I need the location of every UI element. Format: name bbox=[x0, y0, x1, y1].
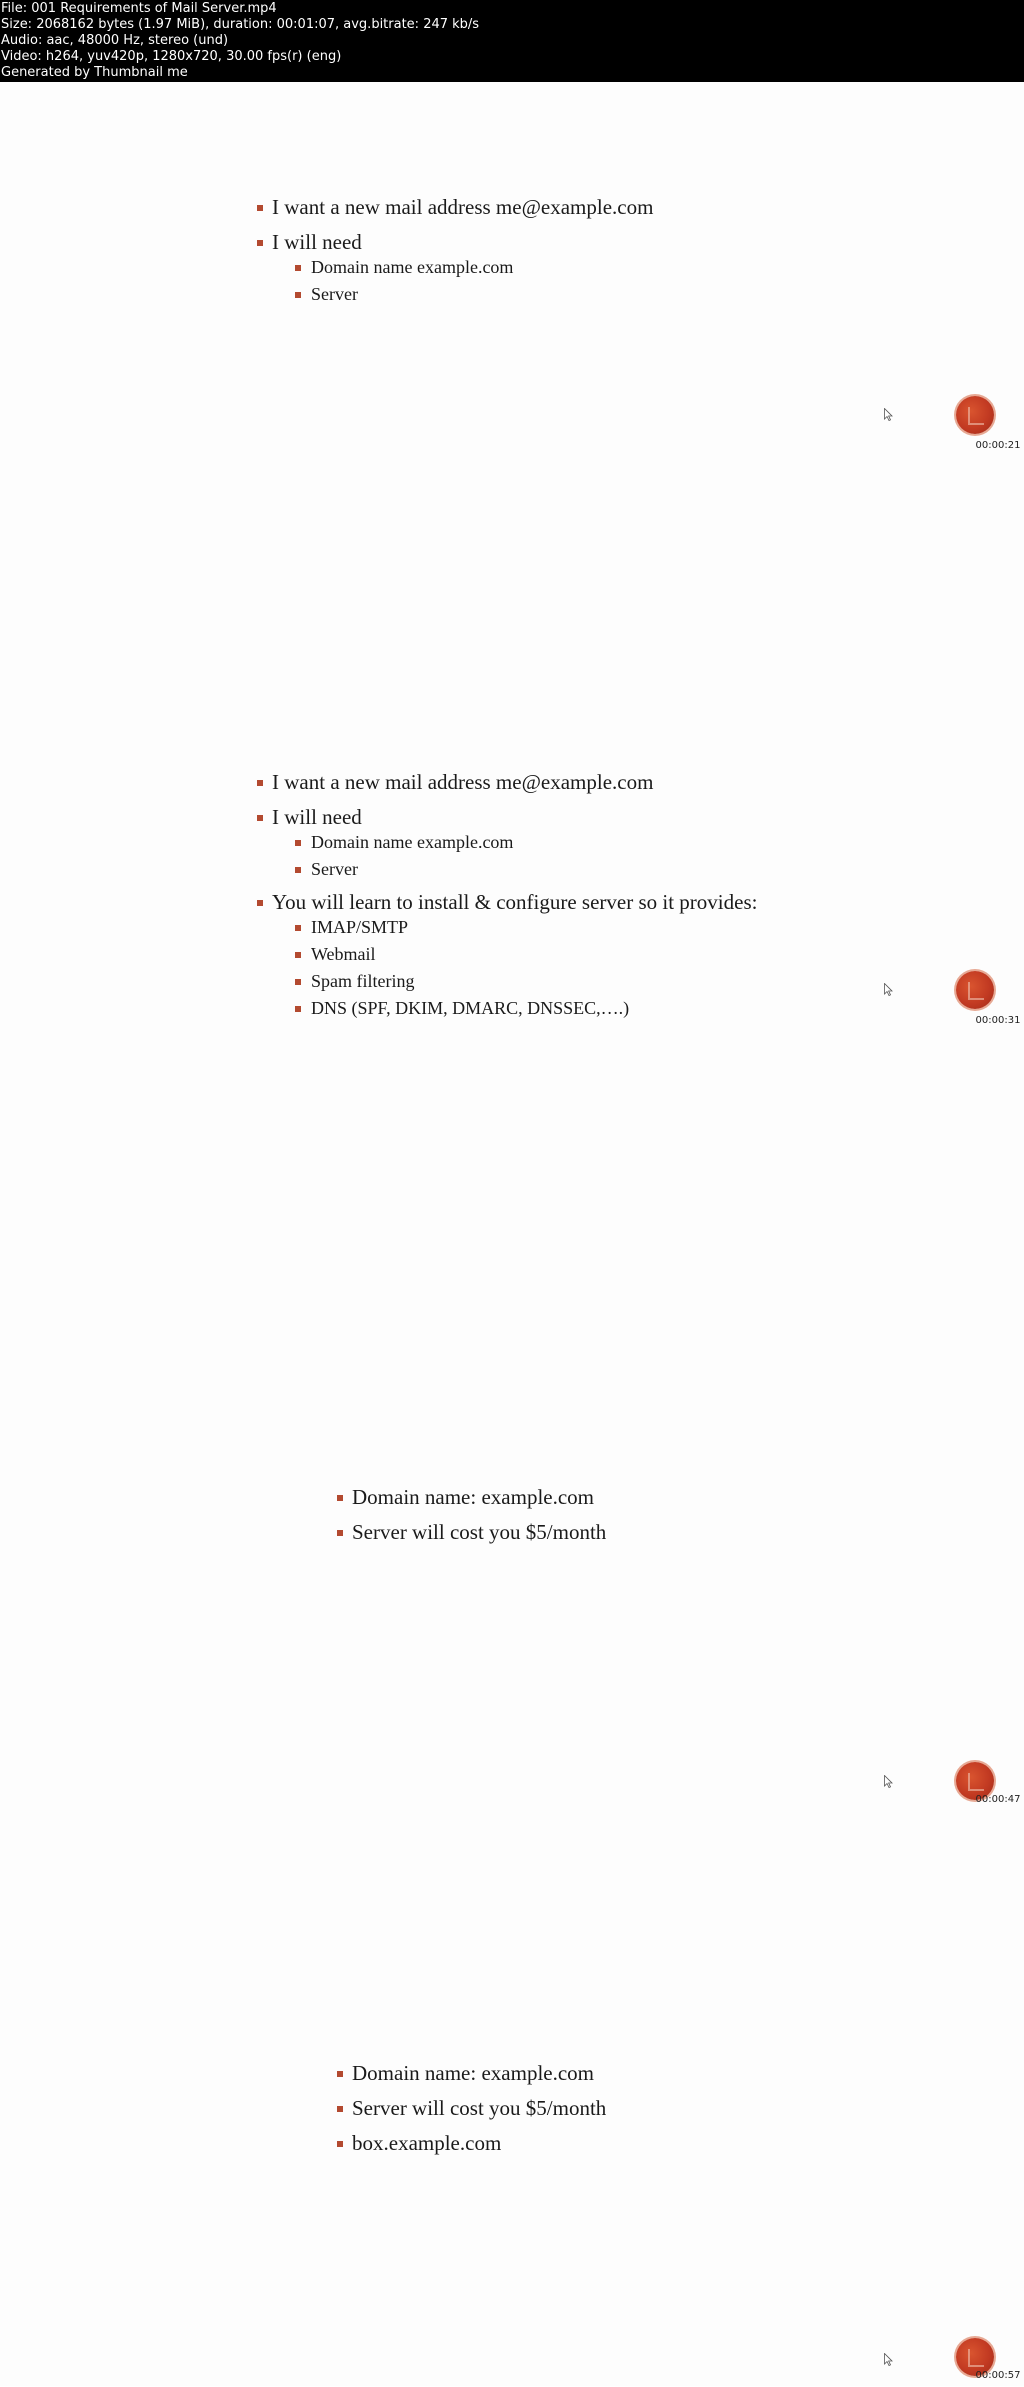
sub-bullet-item: IMAP/SMTP bbox=[295, 916, 757, 939]
bullet-text: I will need bbox=[272, 230, 362, 254]
video-info-header bbox=[0, 0, 1024, 82]
cursor-arrow-icon bbox=[884, 983, 893, 996]
cursor-arrow-icon bbox=[884, 408, 893, 421]
frame-timestamp: 00:00:21 bbox=[975, 440, 1021, 451]
bullet-item: Domain name: example.com bbox=[337, 1484, 606, 1511]
slide-bullet-list bbox=[337, 1484, 606, 1554]
video-info-line: Video: h264, yuv420p, 1280x720, 30.00 fps(r) (eng) bbox=[1, 49, 342, 64]
size-info-line: Size: 2068162 bytes (1.97 MiB), duration: 00:01:07, avg.bitrate: 247 kb/s bbox=[1, 17, 480, 32]
slide-bullet-list bbox=[257, 769, 757, 1028]
bullet-item: I want a new mail address me@example.com bbox=[257, 194, 653, 221]
presenter-logo-icon bbox=[956, 396, 994, 434]
bullet-item: Domain name: example.com bbox=[337, 2060, 606, 2087]
bullet-item: I want a new mail address me@example.com bbox=[257, 769, 757, 796]
thumbnail-frame-3 bbox=[0, 1234, 1024, 1810]
bullet-text: I will need bbox=[272, 805, 362, 829]
sub-bullet-list bbox=[272, 256, 653, 306]
bullet-item bbox=[257, 229, 653, 306]
sub-bullet-item: Domain name example.com bbox=[295, 831, 757, 854]
sub-bullet-item: DNS (SPF, DKIM, DMARC, DNSSEC,….) bbox=[295, 997, 757, 1020]
bullet-item bbox=[257, 804, 757, 881]
presenter-logo-icon bbox=[956, 971, 994, 1009]
slide-bullet-list bbox=[337, 2060, 606, 2165]
frame-timestamp: 00:00:47 bbox=[975, 1794, 1021, 1805]
slide-bullet-list bbox=[257, 194, 653, 314]
sub-bullet-item: Server bbox=[295, 283, 653, 306]
sub-bullet-item: Spam filtering bbox=[295, 970, 757, 993]
sub-bullet-item: Server bbox=[295, 858, 757, 881]
generator-info-line: Generated by Thumbnail me bbox=[1, 65, 188, 80]
thumbnail-frame-1 bbox=[0, 82, 1024, 658]
frame-timestamp: 00:00:57 bbox=[975, 2370, 1021, 2381]
cursor-arrow-icon bbox=[884, 2353, 893, 2366]
cursor-arrow-icon bbox=[884, 1775, 893, 1788]
file-info-line: File: 001 Requirements of Mail Server.mp4 bbox=[1, 1, 277, 16]
sub-bullet-list bbox=[272, 916, 757, 1020]
bullet-item: Server will cost you $5/month bbox=[337, 1519, 606, 1546]
sub-bullet-list bbox=[272, 831, 757, 881]
sub-bullet-item: Domain name example.com bbox=[295, 256, 653, 279]
sub-bullet-item: Webmail bbox=[295, 943, 757, 966]
thumbnail-frame-2 bbox=[0, 658, 1024, 1234]
bullet-item bbox=[257, 889, 757, 1020]
bullet-text: You will learn to install & configure server so it provides: bbox=[272, 890, 758, 914]
audio-info-line: Audio: aac, 48000 Hz, stereo (und) bbox=[1, 33, 229, 48]
thumbnail-frame-4 bbox=[0, 1810, 1024, 2386]
bullet-item: box.example.com bbox=[337, 2130, 606, 2157]
bullet-item: Server will cost you $5/month bbox=[337, 2095, 606, 2122]
frame-timestamp: 00:00:31 bbox=[975, 1015, 1021, 1026]
